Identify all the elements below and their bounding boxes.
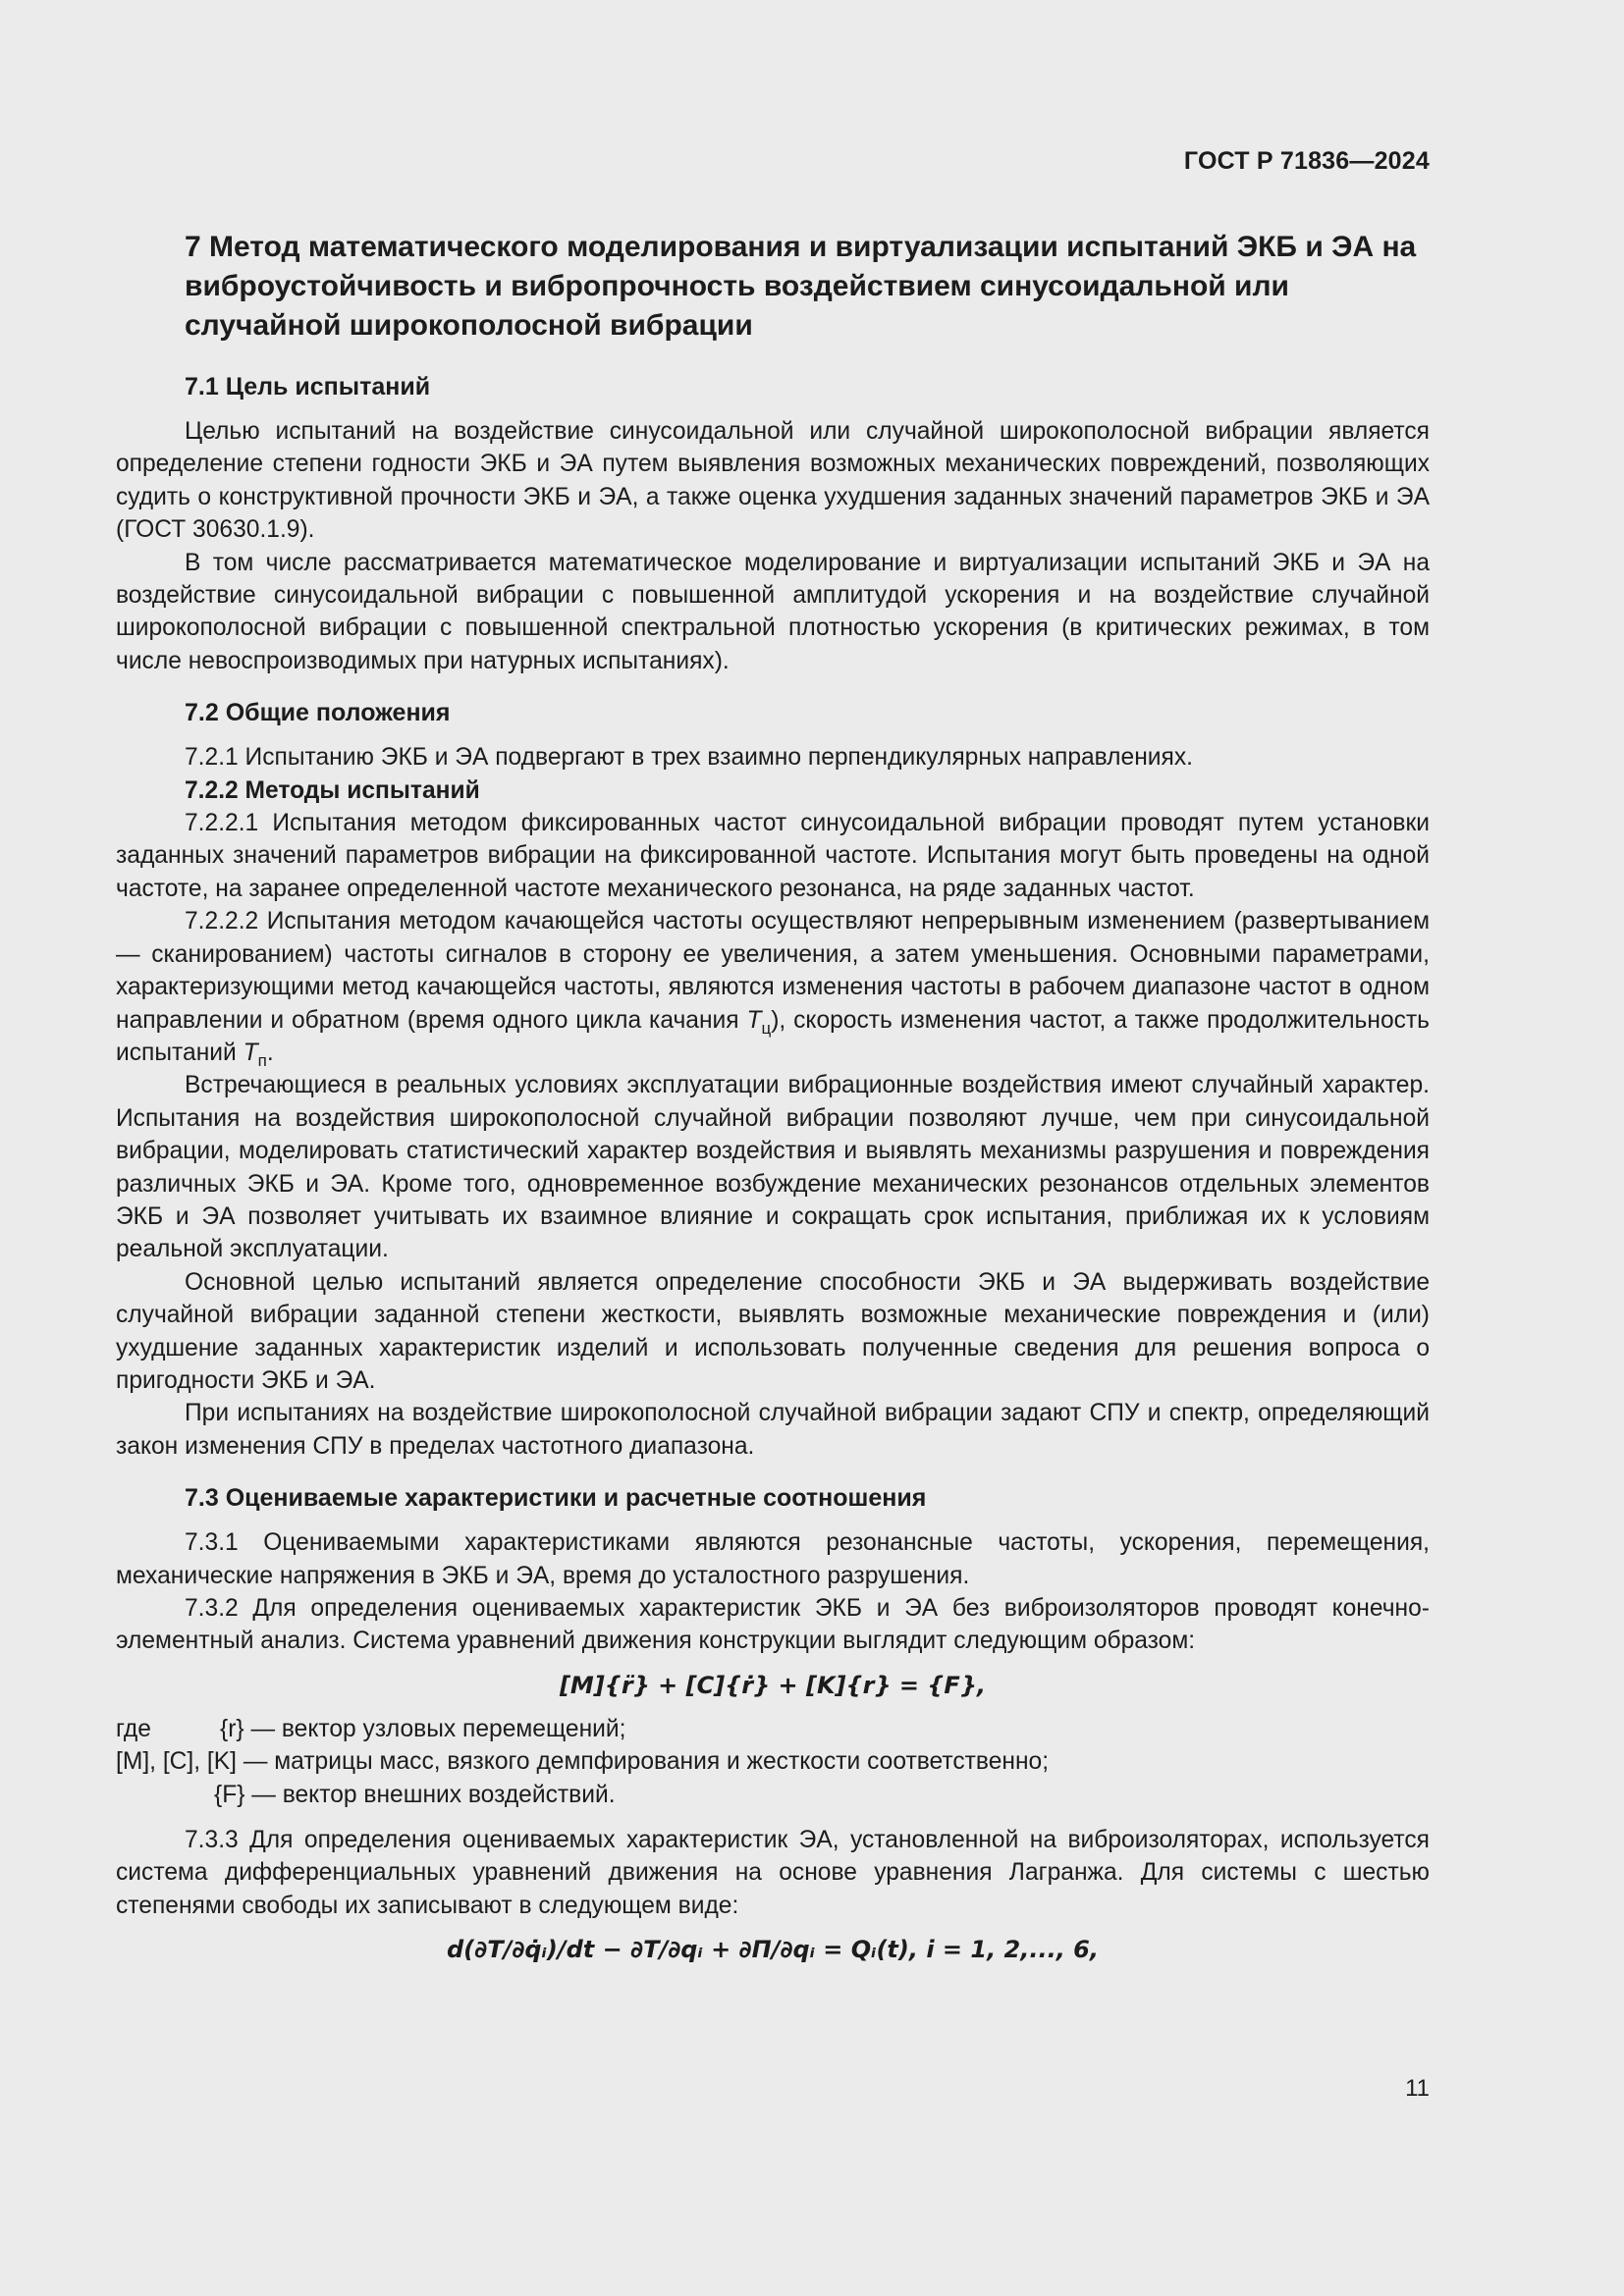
where-definition: {F} — вектор внешних воздействий.	[214, 1781, 616, 1808]
symbol-t: T	[243, 1039, 258, 1066]
paragraph: Целью испытаний на воздействие синусоидальной или случайной широкополосной вибрации является определение степени годности ЭКБ и ЭА путем выявления возможных механических повреждений, позволяющих судить о конструктивной прочности ЭКБ и ЭА, а также оценка ухудшения заданных значений параметров ЭКБ и ЭА (ГОСТ 30630.1.9).	[116, 418, 1430, 544]
where-definition: {r} — вектор узловых перемещений;	[220, 1715, 626, 1742]
paragraph-7-2-2-1: 7.2.2.1 Испытания методом фиксированных частот синусоидальной вибрации проводят путем установки заданных значений параметров вибрации на фиксированной частоте. Испытания могут быть проведены на одной частоте, на заранее определенной частоте механического резонанса, на ряде заданных частот.	[116, 810, 1430, 902]
page-content	[116, 228, 1430, 1977]
subscript: ц	[761, 1018, 772, 1038]
equation-motion: [M]{r̈} + [C]{ṙ} + [K]{r} = {F},	[559, 1671, 987, 1699]
paragraph-7-3-3: 7.3.3 Для определения оцениваемых характеристик ЭА, установленной на виброизоляторах, используется система дифференциальных уравнений движения на основе уравнения Лагранжа. Для системы с шестью степенями свободы их записывают в следующем виде:	[116, 1826, 1430, 1919]
paragraph: При испытаниях на воздействие широкополосной случайной вибрации задают СПУ и спектр, определяющий закон изменения СПУ в пределах частотного диапазона.	[116, 1400, 1430, 1460]
subsection-title-7-1: 7.1 Цель испытаний	[185, 373, 431, 400]
where-definition: [M], [C], [K] — матрицы масс, вязкого демпфирования и жесткости соответственно;	[116, 1748, 1050, 1776]
standard-code: ГОСТ Р 71836—2024	[1183, 147, 1430, 175]
section-title: 7 Метод математического моделирования и виртуализации испытаний ЭКБ и ЭА на виброустойчивость и вибропрочность воздействием синусоидальной или случайной широкополосной вибрации	[185, 231, 1417, 342]
paragraph: В том числе рассматривается математическое моделирование и виртуализации испытаний ЭКБ и ЭА на воздействие синусоидальной вибрации с повышенной амплитудой ускорения и на воздействие случайной широкополосной вибрации с повышенной спектральной плотностью ускорения (в критических режимах, в том числе невоспроизводимых при натурных испытаниях).	[116, 549, 1430, 674]
where-line-2	[116, 1745, 1430, 1778]
where-line-1	[116, 1713, 1430, 1745]
equation-lagrange: d(∂T/∂q̇ᵢ)/dt − ∂T/∂qᵢ + ∂П/∂qᵢ = Qᵢ(t), i = 1, 2,..., 6,	[447, 1936, 1099, 1964]
paragraph: Основной целью испытаний является определение способности ЭКБ и ЭА выдерживать воздействие случайной вибрации заданной степени жесткости, выявлять возможные механические повреждения и (или) ухудшение заданных характеристик изделий и использовать полученные сведения для решения вопроса о пригодности ЭКБ и ЭА.	[116, 1268, 1430, 1394]
subsection-title-7-3: 7.3 Оцениваемые характеристики и расчетные соотношения	[185, 1484, 927, 1513]
text-run: 7.2.2.2 Испытания методом качающейся частоты осуществляют непрерывным изменением (развертыванием — сканированием) частоты сигналов в сторону ее увеличения, а затем уменьшения. Основными параметрами, характеризующими метод качающейся частоты, являются изменения частоты в рабочем диапазоне частот в одном направлении и обратном (время одного цикла качания	[116, 908, 1430, 1034]
subsection-title-7-2: 7.2 Общие положения	[185, 699, 451, 727]
paragraph: Встречающиеся в реальных условиях эксплуатации вибрационные воздействия имеют случайный характер. Испытания на воздействия широкополосной случайной вибрации позволяют лучше, чем при синусоидальной вибрации, моделировать статистический характер воздействия и выявлять механизмы разрушения и повреждения различных ЭКБ и ЭА. Кроме того, одновременное возбуждение механических резонансов отдельных элементов ЭКБ и ЭА позволяет учитывать их взаимное влияние и сокращать срок испытания, приближая их к условиям реальной эксплуатации.	[116, 1072, 1430, 1263]
paragraph-7-2-1: 7.2.1 Испытанию ЭКБ и ЭА подвергают в трех взаимно перпендикулярных направлениях.	[185, 744, 1193, 772]
page-number: 11	[1405, 2075, 1430, 2102]
text-run: .	[266, 1039, 274, 1066]
item-title-7-2-2: 7.2.2 Методы испытаний	[185, 776, 480, 804]
paragraph-7-2-2-2	[116, 905, 1430, 1069]
where-word: где	[116, 1715, 151, 1742]
text-run: ), скорость изменения частот, а также продолжительность испытаний	[116, 1006, 1430, 1066]
symbol-t: T	[746, 1006, 762, 1034]
subscript: п	[257, 1050, 267, 1070]
paragraph-7-3-1: 7.3.1 Оцениваемыми характеристиками являются резонансные частоты, ускорения, перемещения, механические напряжения в ЭКБ и ЭА, время до усталостного разрушения.	[116, 1529, 1430, 1589]
paragraph-7-3-2: 7.3.2 Для определения оцениваемых характеристик ЭКБ и ЭА без виброизоляторов проводят конечно-элементный анализ. Система уравнений движения конструкции выглядит следующим образом:	[116, 1595, 1430, 1655]
where-line-3	[116, 1779, 1430, 1811]
